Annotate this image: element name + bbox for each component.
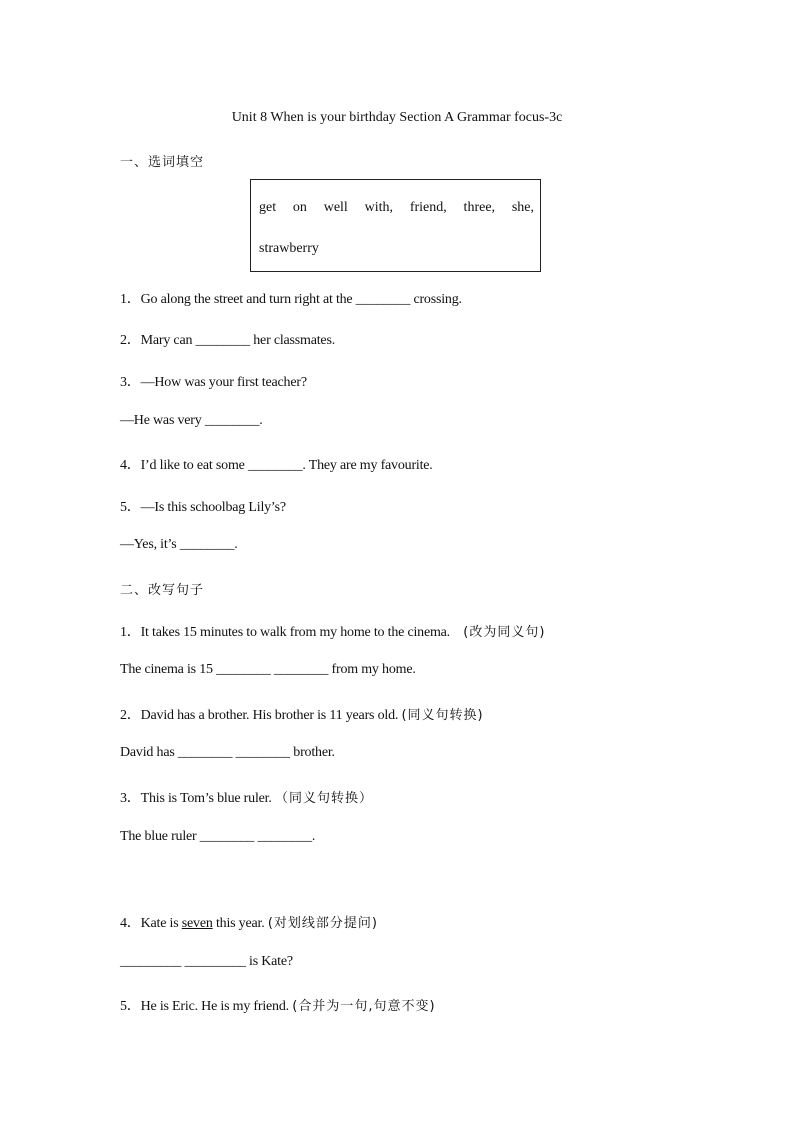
question-text: 2．David has a brother. His brother is 11 years old. xyxy=(120,708,399,723)
question-instruction: (同义句转换) xyxy=(401,708,484,723)
exercise-item: 1．Go along the street and turn right at the ________ crossing. xyxy=(120,292,462,307)
section-heading-2: 二、改写句子 xyxy=(120,583,205,598)
question-instruction: （同义句转换） xyxy=(274,791,373,806)
exercise-item: —Yes, it’s ________. xyxy=(120,537,238,552)
question-text: 1．It takes 15 minutes to walk from my home to the cinema. xyxy=(120,625,450,640)
question-instruction: (合并为一句,句意不变) xyxy=(292,999,436,1014)
question-text-after: this year. xyxy=(212,916,265,931)
word-box-line-2: strawberry xyxy=(259,241,319,256)
rewrite-answer-4: _________ _________ is Kate? xyxy=(120,954,293,969)
exercise-item: 2．Mary can ________ her classmates. xyxy=(120,333,335,348)
rewrite-question-3 xyxy=(120,787,373,807)
question-instruction: (改为同义句) xyxy=(463,625,546,640)
question-text: 5．He is Eric. He is my friend. xyxy=(120,999,289,1014)
rewrite-question-4 xyxy=(120,912,378,932)
exercise-item: 3．—How was your first teacher? xyxy=(120,375,307,390)
rewrite-question-2 xyxy=(120,704,484,724)
exercise-item: 4．I’d like to eat some ________. They are my favourite. xyxy=(120,458,433,473)
exercise-item: —He was very ________. xyxy=(120,413,263,428)
word-box xyxy=(250,179,541,272)
rewrite-answer-1: The cinema is 15 ________ ________ from my home. xyxy=(120,662,416,677)
rewrite-question-5 xyxy=(120,995,436,1015)
section-heading-1: 一、选词填空 xyxy=(120,155,205,170)
rewrite-answer-2: David has ________ ________ brother. xyxy=(120,745,335,760)
rewrite-question-1 xyxy=(120,621,545,641)
question-instruction: (对划线部分提问) xyxy=(267,916,378,931)
word-box-line-1: get on well with, friend, three, she, xyxy=(259,200,534,215)
question-text-before: 4．Kate is xyxy=(120,916,182,931)
exercise-item: 5．—Is this schoolbag Lily’s? xyxy=(120,500,286,515)
rewrite-answer-3: The blue ruler ________ ________. xyxy=(120,829,316,844)
page-title: Unit 8 When is your birthday Section A Grammar focus-3c xyxy=(231,110,563,125)
question-text: 3．This is Tom’s blue ruler. xyxy=(120,791,272,806)
underlined-word: seven xyxy=(181,916,213,931)
